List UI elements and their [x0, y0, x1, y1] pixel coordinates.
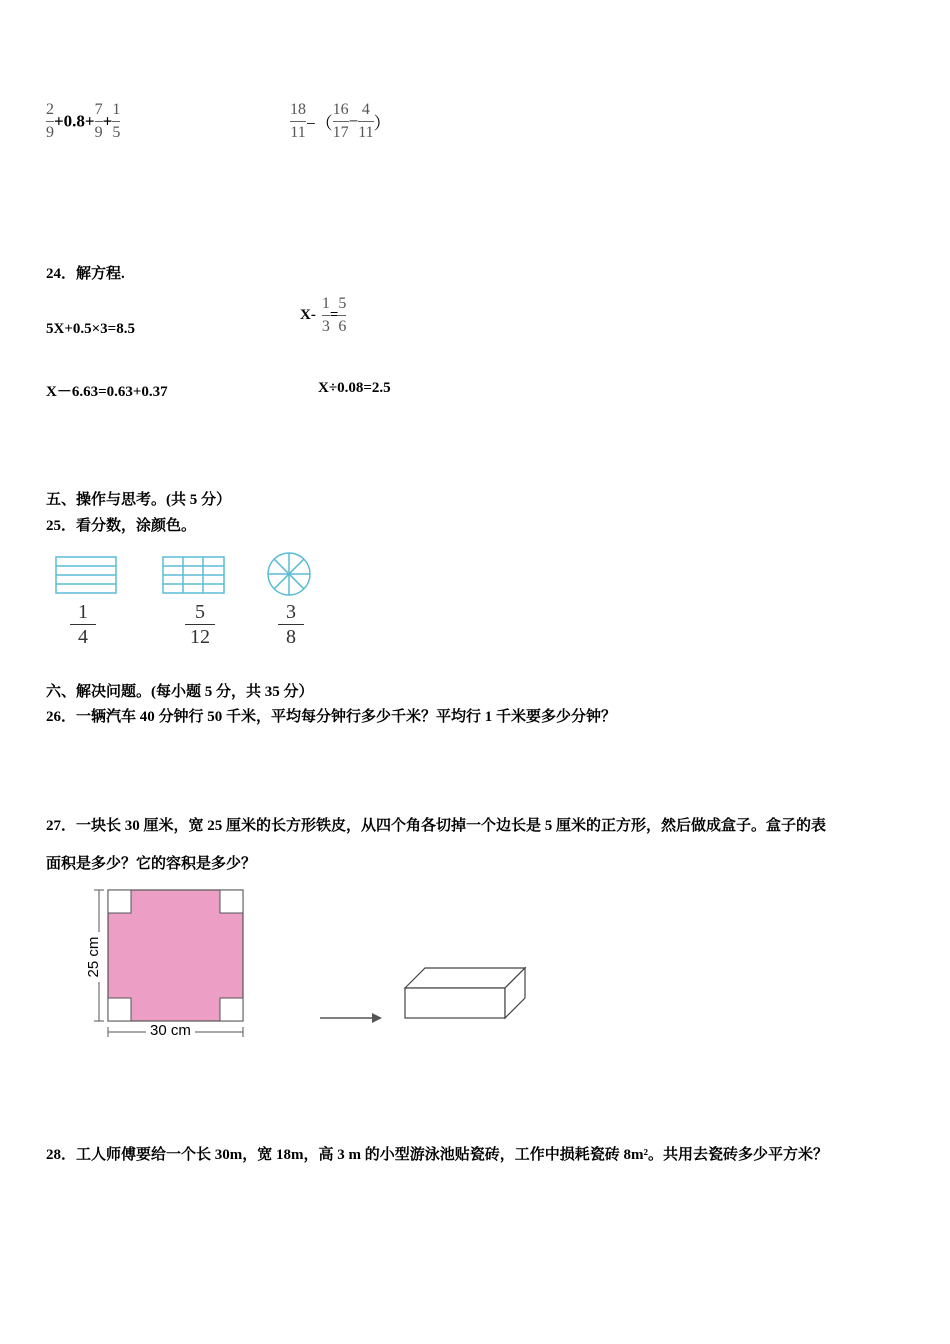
expression-1 — [46, 100, 120, 143]
section-6-heading: 六、解决问题。(每小题 5 分，共 35 分） — [46, 684, 314, 700]
width-dimension-label: 30 cm — [146, 1022, 195, 1039]
equation-2: X- $\frac{1}{3}$ = $\frac{5}{6}$ — [300, 295, 347, 335]
height-dimension-label: 25 cm — [85, 932, 105, 982]
q26-text: 26．一辆汽车 40 分钟行 50 千米，平均每分钟行多少千米？平均行 1 千米要多少分钟？ — [46, 709, 617, 725]
arrow-right-icon — [318, 1010, 384, 1026]
operator: ） — [373, 114, 391, 133]
fraction: $\frac{16}{17}$ — [332, 101, 349, 141]
operator: + — [102, 111, 113, 131]
equation-4: X÷0.08=2.5 — [318, 380, 391, 396]
box-figure — [400, 964, 530, 1024]
operator: − — [348, 111, 359, 131]
equation-3: X－6.63=0.63+0.37 — [46, 384, 168, 400]
fraction-label-3: $\frac{3}{8}$ — [278, 601, 304, 648]
equation-1: 5X+0.5×3=8.5 — [46, 321, 135, 337]
fraction-label-2: $\frac{5}{12}$ — [185, 601, 215, 648]
q27-text-line1: 27．一块长 30 厘米，宽 25 厘米的长方形铁皮，从四个角各切掉一个边长是 5 厘米的正方形，然后做成盒子。盒子的表 — [46, 818, 827, 834]
fraction: $\frac{1}{3}$ — [321, 295, 330, 335]
operator: −（ — [306, 114, 333, 133]
fraction-label-1: $\frac{1}{4}$ — [70, 601, 96, 648]
expression-2 — [290, 100, 391, 143]
iron-sheet-figure — [84, 884, 254, 1044]
q25-text: 25．看分数，涂颜色。 — [46, 518, 197, 534]
fraction: $\frac{5}{6}$ — [338, 295, 347, 335]
fraction: $\frac{7}{9}$ — [94, 101, 103, 141]
fraction: $\frac{1}{5}$ — [112, 101, 121, 141]
fraction: $\frac{18}{11}$ — [290, 101, 306, 141]
q24-heading: 24．解方程. — [46, 266, 125, 282]
operator: +0.8+ — [54, 111, 95, 131]
fraction: $\frac{2}{9}$ — [46, 101, 54, 141]
strip-rectangle-figure — [55, 556, 117, 594]
fraction: $\frac{4}{11}$ — [358, 101, 374, 141]
circle-eighths-figure — [266, 551, 312, 597]
q27-text-line2: 面积是多少？它的容积是多少？ — [46, 856, 257, 872]
q28-text: 28．工人师傅要给一个长 30m，宽 18m，高 3 m 的小型游泳池贴瓷砖，工作中损耗瓷砖 8m²。共用去瓷砖多少平方米？ — [46, 1147, 828, 1163]
section-5-heading: 五、操作与思考。(共 5 分） — [46, 492, 231, 508]
grid-rectangle-figure — [162, 556, 225, 594]
